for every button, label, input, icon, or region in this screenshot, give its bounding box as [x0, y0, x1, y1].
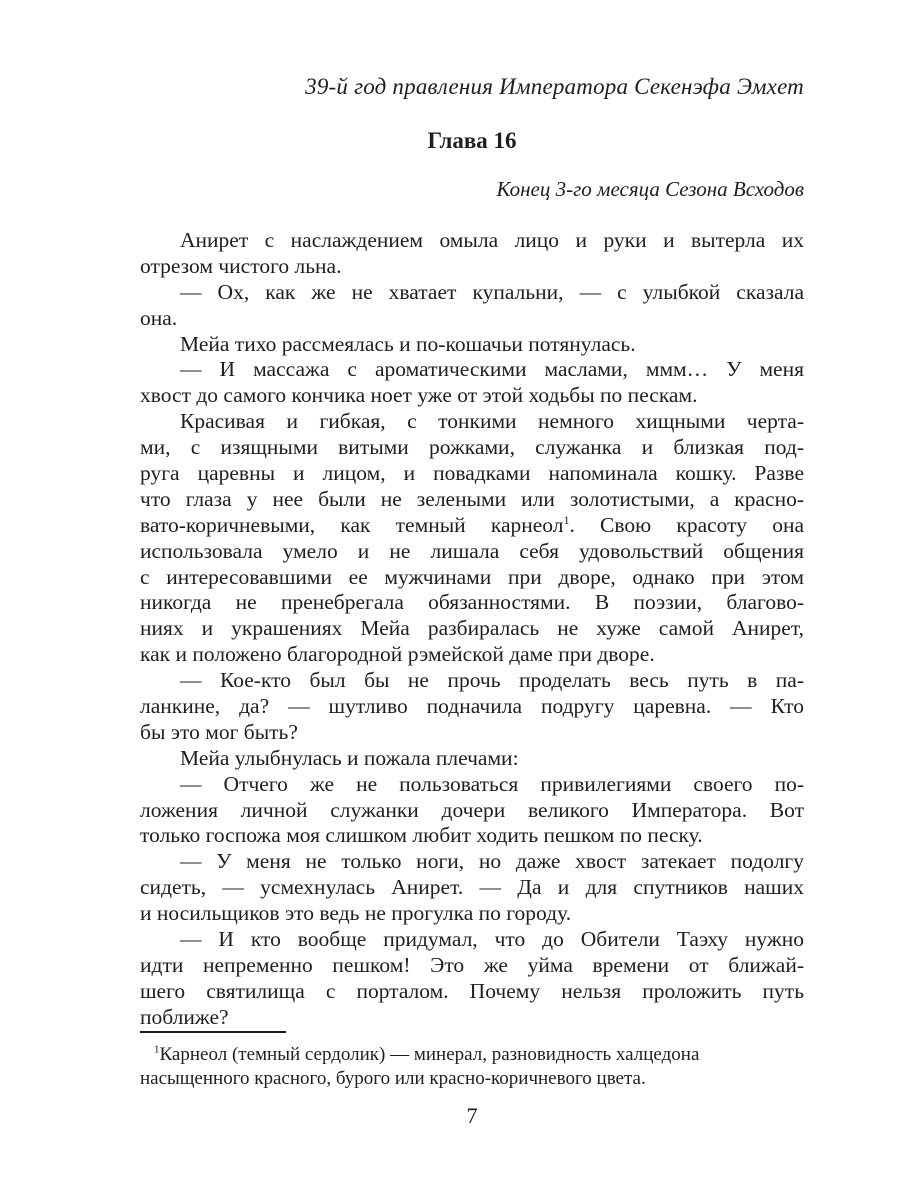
footnote-line — [140, 1067, 804, 1091]
text-line — [140, 280, 804, 306]
text-line — [140, 228, 804, 254]
chapter-date-epigraph: Конец 3-го месяца Сезона Всходов — [496, 177, 804, 201]
text-line-content: поближе? — [140, 1004, 229, 1029]
text-line-content: — И массажа с ароматическими маслами, ммм… У меня — [180, 357, 804, 382]
text-line — [140, 409, 804, 435]
footnote-marker: 1 — [154, 1043, 160, 1056]
text-line — [140, 694, 804, 720]
text-line — [140, 668, 804, 694]
text-line-content: ниях и украшениях Мейа разбиралась не хуже самой Анирет, — [140, 616, 804, 641]
text-line — [140, 823, 804, 849]
text-line-content: использовала умело и не лишала себя удовольствий общения — [140, 538, 804, 563]
chapter-title: Глава 16 — [427, 128, 517, 153]
text-line-content: вато-коричневыми, как темный карнеол — [140, 512, 564, 537]
text-line-content: отрезом чистого льна. — [140, 253, 342, 278]
text-line-content: и носильщиков это ведь не прогулка по городу. — [140, 901, 572, 926]
text-line-content: руга царевны и лицом, и повадками напоминала кошку. Разве — [140, 461, 804, 486]
text-line — [140, 435, 804, 461]
text-line-content: что глаза у нее были не зелеными или золотистыми, а красно- — [140, 486, 804, 511]
text-line-content: Анирет с наслаждением омыла лицо и руки и вытерла их — [180, 228, 804, 252]
text-line-content: шего святилища с порталом. Почему нельзя проложить путь — [140, 978, 804, 1003]
text-line-content: бы это мог быть? — [140, 719, 298, 744]
text-line — [140, 772, 804, 798]
text-line-content: Мейа улыбнулась и пожала плечами: — [180, 745, 519, 770]
text-line-content: с интересовавшими ее мужчинами при дворе, однако при этом — [140, 564, 804, 589]
text-line-content: . Свою красоту она — [569, 512, 804, 537]
text-line — [140, 306, 804, 332]
text-line-content: только госпожа моя слишком любит ходить пешком по песку. — [140, 823, 703, 848]
text-line-content: Мейа тихо рассмеялась и по-кошачьи потянулась. — [180, 331, 636, 356]
text-line — [140, 979, 804, 1005]
footnote-text: насыщенного красного, бурого или красно-коричневого цвета. — [140, 1068, 646, 1089]
body-text — [140, 228, 804, 1031]
text-line — [140, 357, 804, 383]
text-line-content: Красивая и гибкая, с тонкими немного хищными черта- — [180, 409, 804, 434]
text-line — [140, 849, 804, 875]
text-line-content: как и положено благородной рэмейской даме при дворе. — [140, 642, 655, 667]
text-line-content: сидеть, — усмехнулась Анирет. — Да и для спутников наших — [140, 875, 804, 900]
text-line — [140, 875, 804, 901]
text-line — [140, 746, 804, 772]
book-page — [140, 0, 804, 1200]
text-line-content: ложения личной служанки дочери великого Императора. Вот — [140, 797, 804, 822]
text-line — [140, 953, 804, 979]
text-line — [140, 590, 804, 616]
text-line-content: она. — [140, 305, 178, 330]
text-line-content: — Отчего же не пользоваться привилегиями своего по- — [180, 771, 804, 796]
text-line — [140, 642, 804, 668]
text-line-content: никогда не пренебрегала обязанностями. В поэзии, благово- — [140, 590, 804, 615]
text-line — [140, 254, 804, 280]
text-line — [140, 616, 804, 642]
footnote-divider — [140, 1031, 286, 1033]
footnotes — [140, 1043, 804, 1091]
running-head: 39-й год правления Императора Секенэфа Эмхет — [305, 74, 804, 99]
text-line — [140, 332, 804, 358]
text-line-content: хвост до самого кончика ноет уже от этой ходьбы по пескам. — [140, 383, 698, 408]
text-line-content: — И кто вообще придумал, что до Обители Таэху нужно — [180, 927, 804, 952]
text-line-content: ланкине, да? — шутливо подначила подругу царевна. — Кто — [140, 694, 804, 719]
text-line — [140, 513, 804, 539]
text-line-content: — Кое-кто был бы не прочь проделать весь путь в па- — [180, 668, 804, 693]
text-line — [140, 565, 804, 591]
text-line-content: — У меня не только ноги, но даже хвост затекает подолгу — [180, 849, 804, 874]
text-line — [140, 927, 804, 953]
footnote-line — [140, 1043, 804, 1067]
page-number: 7 — [466, 1103, 478, 1128]
text-line — [140, 901, 804, 927]
text-line — [140, 539, 804, 565]
text-line — [140, 383, 804, 409]
text-line-content: ми, с изящными витыми рожками, служанка и близкая под- — [140, 435, 804, 460]
text-line — [140, 461, 804, 487]
text-line-content: — Ох, как же не хватает купальни, — с улыбкой сказала — [180, 279, 804, 304]
text-line — [140, 798, 804, 824]
footnote-reference[interactable]: 1 — [563, 512, 570, 527]
text-line-content: идти непременно пешком! Это же уйма времени от ближай- — [140, 952, 804, 977]
text-line — [140, 487, 804, 513]
text-line — [140, 1005, 804, 1031]
text-line — [140, 720, 804, 746]
footnote-text: Карнеол (темный сердолик) — минерал, разновидность халцедона — [159, 1044, 700, 1065]
